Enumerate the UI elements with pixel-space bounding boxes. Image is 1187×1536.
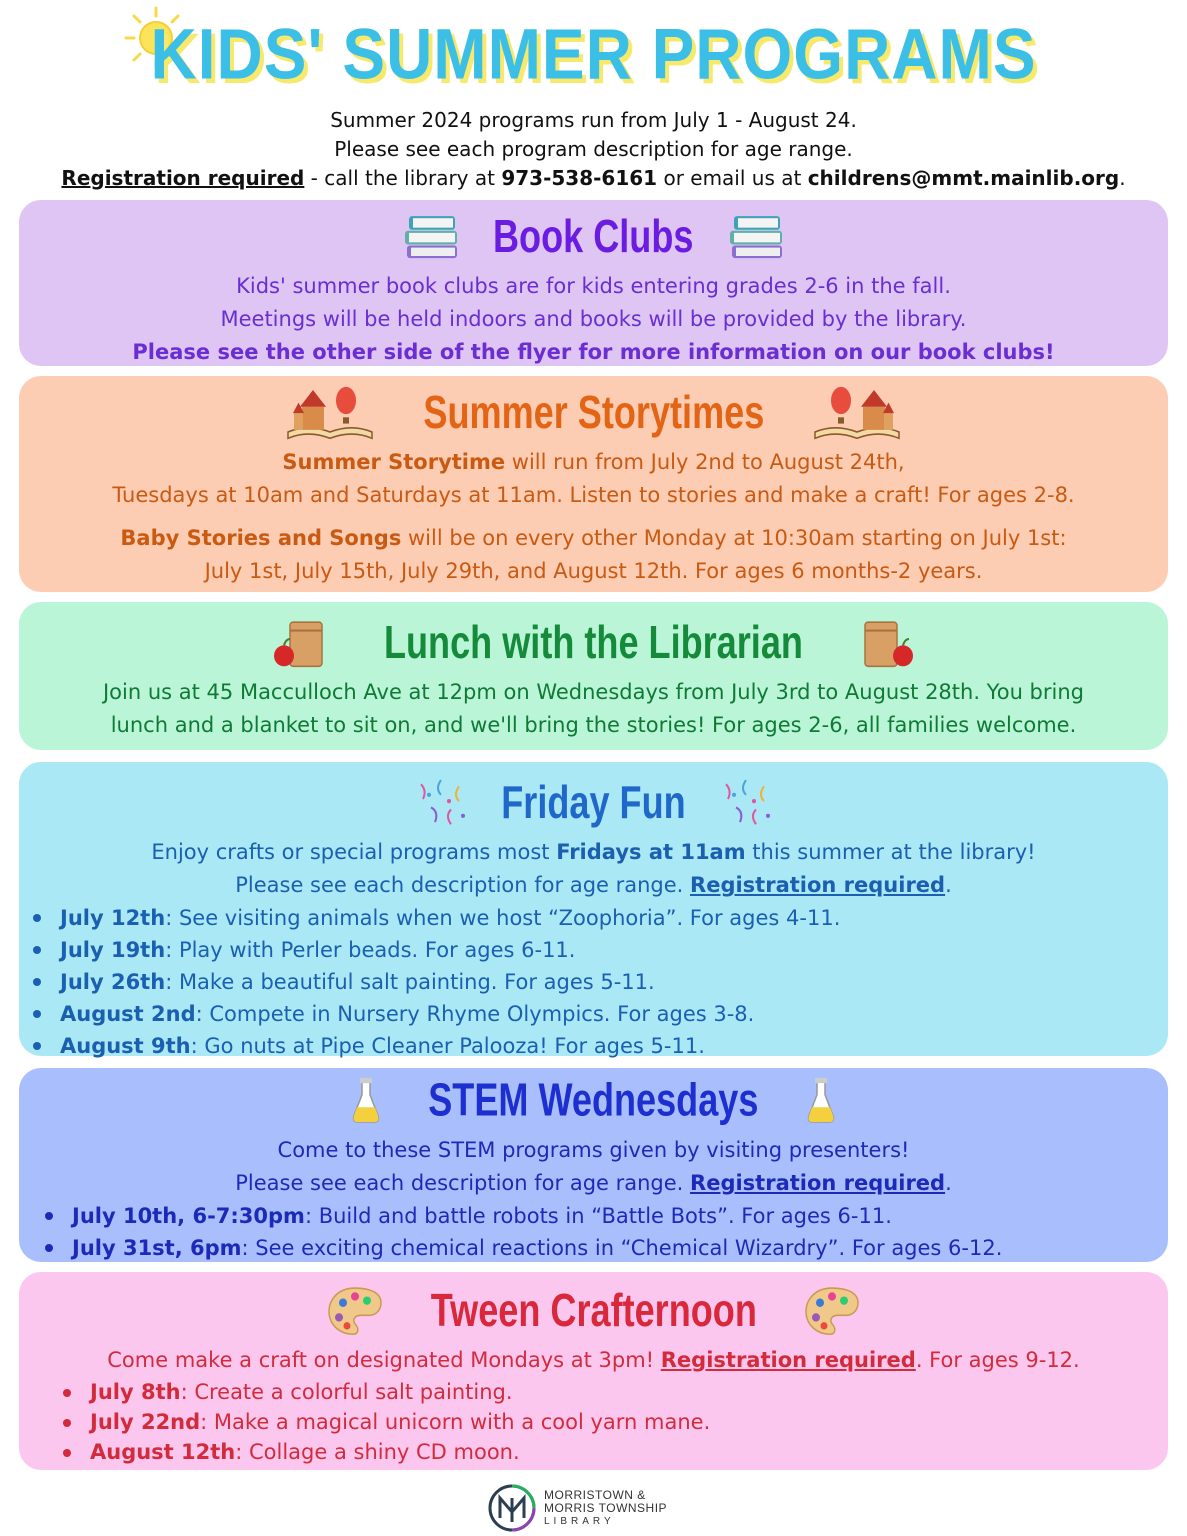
section-body: Come to these STEM programs given by visiting presenters! Please see each description for age range. Registration required. xyxy=(235,1138,952,1195)
page-title: KIDS' SUMMER PROGRAMS xyxy=(150,13,1037,95)
flask-icon xyxy=(805,1074,837,1129)
section-body: Come make a craft on designated Mondays at 3pm! Registration required. For ages 9-12. xyxy=(107,1348,1080,1372)
list-item: August 2nd: Compete in Nursery Rhyme Olympics. For ages 3-8. xyxy=(19,998,1168,1030)
lunch-with-the-librarian-section xyxy=(19,602,1168,750)
confetti-icon xyxy=(411,776,471,831)
section-body: Enjoy crafts or special programs most Fridays at 11am this summer at the library! Please see each description for age range. Registration required. xyxy=(151,840,1036,897)
intro-line-1: Summer 2024 programs run from July 1 - August 24. xyxy=(330,108,857,132)
section-body: Kids' summer book clubs are for kids entering grades 2-6 in the fall. Meetings will be held indoors and books will be provided by the library. Please see the other side of the flyer for more information on our book clubs! xyxy=(132,274,1055,364)
email-address: childrens@mmt.mainlib.org xyxy=(807,166,1120,190)
confetti-icon xyxy=(716,776,776,831)
registration-required-label: Registration required xyxy=(690,873,946,897)
tween-crafternoon-section xyxy=(19,1272,1168,1470)
section-title: Tween Crafternoon xyxy=(430,1284,757,1337)
intro-line-3: Registration required - call the library at 973-538-6161 or email us at childrens@mmt.mainlib.org. xyxy=(61,166,1126,190)
friday-fun-list xyxy=(19,902,1168,1062)
section-title: Summer Storytimes xyxy=(423,386,764,439)
registration-required-label: Registration required xyxy=(660,1348,916,1372)
lunch-bag-icon xyxy=(268,616,328,671)
section-title: STEM Wednesdays xyxy=(428,1074,759,1127)
storybook-castle-icon xyxy=(811,382,903,445)
registration-required-label: Registration required xyxy=(61,166,305,190)
list-item: July 22nd: Make a magical unicorn with a cool yarn mane. xyxy=(49,1407,1168,1437)
stem-wednesdays-section xyxy=(19,1068,1168,1262)
list-item: July 10th, 6-7:30pm: Build and battle robots in “Battle Bots”. For ages 6-11. xyxy=(31,1200,1168,1232)
header xyxy=(0,0,1187,196)
summer-storytimes-section xyxy=(19,376,1168,592)
books-icon xyxy=(401,210,461,265)
stem-list xyxy=(19,1200,1168,1264)
library-logo: MORRISTOWN & MORRIS TOWNSHIP LIBRARY xyxy=(488,1484,667,1532)
list-item: July 12th: See visiting animals when we host “Zoophoria”. For ages 4-11. xyxy=(19,902,1168,934)
list-item: August 12th: Collage a shiny CD moon. xyxy=(49,1437,1168,1467)
friday-fun-section xyxy=(19,762,1168,1056)
book-clubs-section xyxy=(19,200,1168,366)
library-logo-icon xyxy=(488,1484,536,1532)
list-item: August 9th: Go nuts at Pipe Cleaner Palooza! For ages 5-11. xyxy=(19,1030,1168,1062)
phone-number: 973-538-6161 xyxy=(501,166,658,190)
palette-icon xyxy=(325,1284,385,1339)
storybook-castle-icon xyxy=(284,382,376,445)
lunch-bag-icon xyxy=(859,616,919,671)
section-title: Friday Fun xyxy=(501,776,686,829)
intro-line-2: Please see each program description for age range. xyxy=(334,137,853,161)
section-body: Summer Storytime will run from July 2nd to August 24th, Tuesdays at 10am and Saturdays at 11am. Listen to stories and make a craft! For ages 2-8. Baby Stories and Songs will be on every other Monday at 10:30am starting on July 1st: July 1st, July 15th, July 29th, and August 12th. For ages 6 months-2 years. xyxy=(112,450,1075,583)
intro-text xyxy=(0,106,1187,193)
flask-icon xyxy=(350,1074,382,1129)
palette-icon xyxy=(802,1284,862,1339)
section-body: Join us at 45 Macculloch Ave at 12pm on Wednesdays from July 3rd to August 28th. You bring lunch and a blanket to sit on, and we'll bring the stories! For ages 2-6, all families welcome. xyxy=(102,680,1084,737)
section-title: Lunch with the Librarian xyxy=(384,616,803,669)
tween-list xyxy=(19,1377,1168,1467)
books-icon xyxy=(726,210,786,265)
list-item: July 19th: Play with Perler beads. For ages 6-11. xyxy=(19,934,1168,966)
list-item: July 26th: Make a beautiful salt painting. For ages 5-11. xyxy=(19,966,1168,998)
list-item: July 8th: Create a colorful salt painting. xyxy=(49,1377,1168,1407)
registration-required-label: Registration required xyxy=(690,1171,946,1195)
section-title: Book Clubs xyxy=(493,210,694,263)
list-item: July 31st, 6pm: See exciting chemical reactions in “Chemical Wizardry”. For ages 6-12. xyxy=(31,1232,1168,1264)
